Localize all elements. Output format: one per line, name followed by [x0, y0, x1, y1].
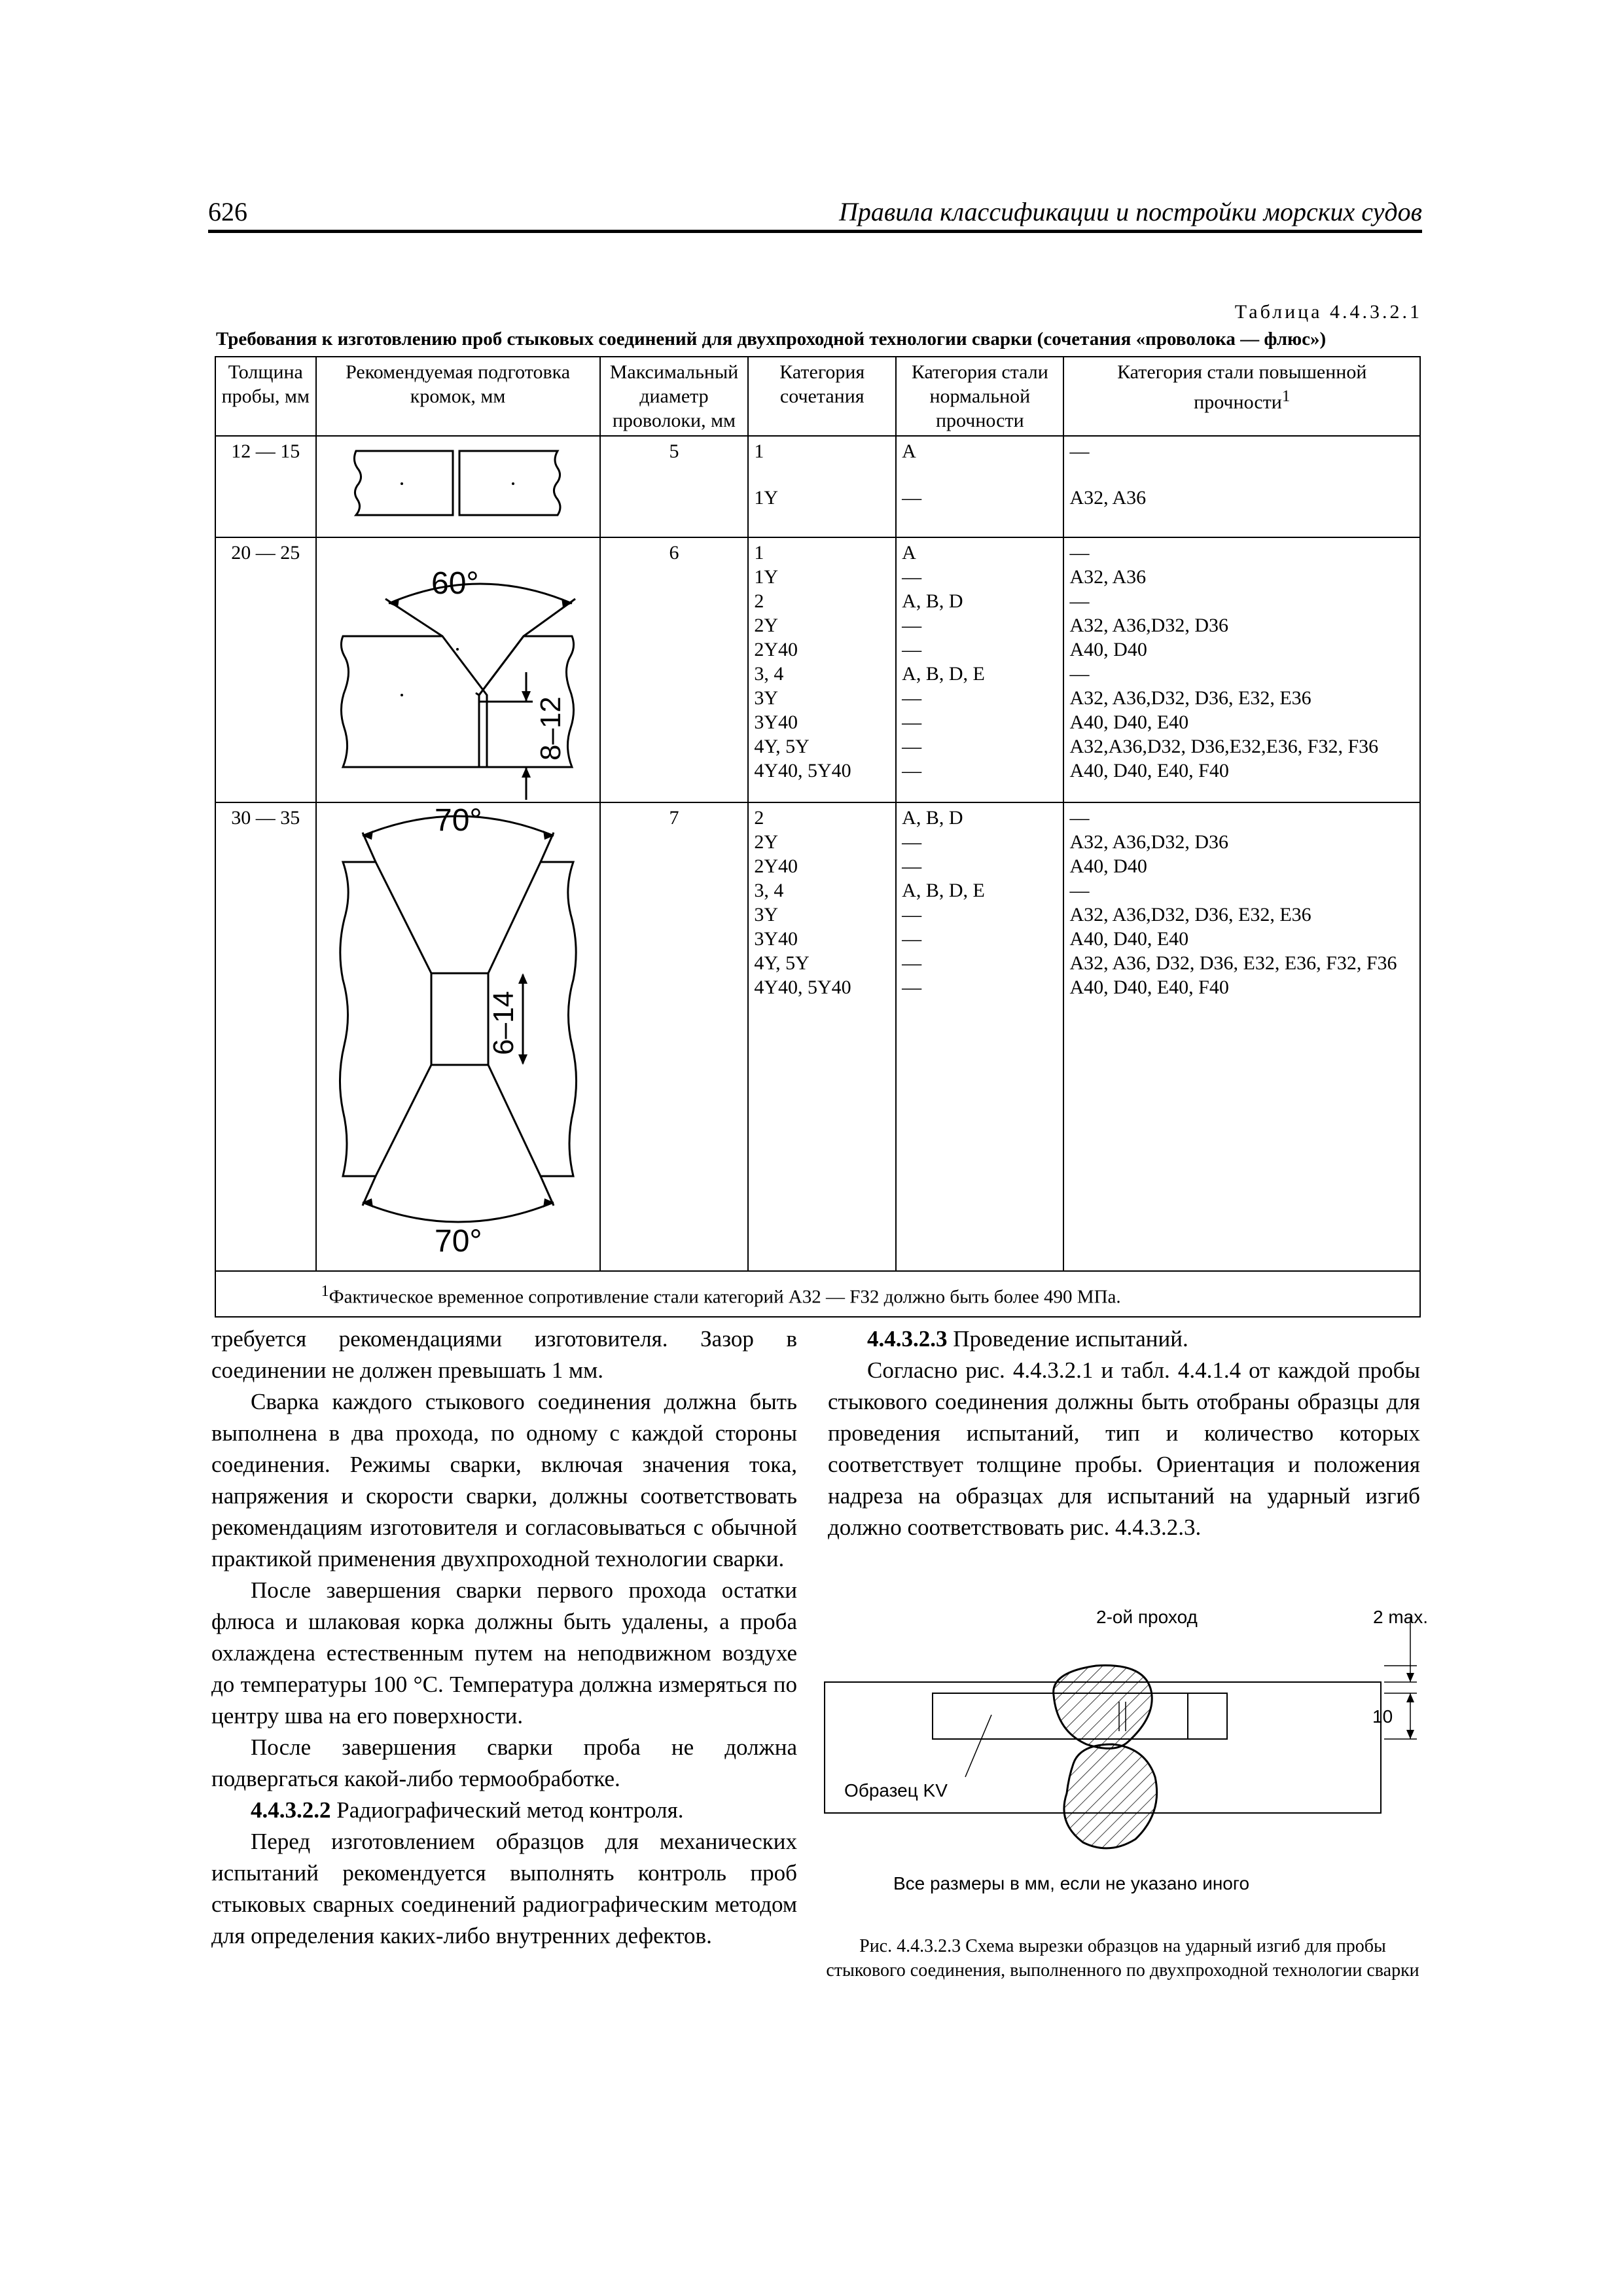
cell-combination: 1 1Y 2 2Y 2Y40 3, 4 3Y 3Y40 4Y, 5Y 4Y40, 5Y40	[748, 537, 896, 802]
section-heading: 4.4.3.2.2 Радиографический метод контроля.	[251, 1797, 684, 1823]
second-pass-label: 2-ой проход	[1096, 1607, 1198, 1627]
square-butt-drawing	[317, 437, 599, 531]
cell-diameter: 5	[600, 436, 749, 537]
max-label: 2 max.	[1373, 1607, 1429, 1627]
angle-label: 60°	[431, 566, 479, 601]
cell-combination: 2 2Y 2Y40 3, 4 3Y 3Y40 4Y, 5Y 4Y40, 5Y40	[748, 802, 896, 1271]
header-wire-diameter: Максимальный диаметр проволоки, мм	[600, 357, 749, 436]
dimension-label: 8–12	[534, 696, 567, 761]
page-number: 626	[208, 197, 247, 226]
cell-combination: 1 1Y	[748, 436, 896, 537]
specimen-cutting-diagram	[821, 1597, 1429, 1924]
cell-diameter: 7	[600, 802, 749, 1271]
cell-edge-drawing	[316, 436, 600, 537]
figure-caption: Рис. 4.4.3.2.3 Схема вырезки образцов на ударный изгиб для пробы стыкового соединения, выполненного по двухпроходной технологии сварки	[826, 1936, 1419, 1981]
x-groove-drawing	[317, 803, 599, 1265]
specimen-label: Образец KV	[844, 1780, 948, 1801]
header-normal-steel: Категория стали нормальной прочности	[896, 357, 1063, 436]
right-column	[828, 1323, 1420, 1543]
figure-note: Все размеры в мм, если не указано иного	[893, 1873, 1250, 1893]
cell-diameter: 6	[600, 537, 749, 802]
header-edge-prep: Рекомендуемая подготовка кромок, мм	[316, 357, 600, 436]
paragraph: Перед изготовлением образцов для механических испытаний рекомендуется выполнять контроль проб стыковых сварных соединений радиографическим методом для определения каких-либо внутренних дефектов.	[211, 1829, 797, 1948]
v-groove-drawing	[317, 538, 599, 796]
section-heading: 4.4.3.2.3 Проведение испытаний.	[867, 1326, 1188, 1352]
header-thickness: Толщина пробы, мм	[215, 357, 316, 436]
header-combination: Категория сочетания	[748, 357, 896, 436]
left-column	[211, 1323, 797, 1952]
table-footnote-row	[215, 1271, 1420, 1317]
cell-thickness: 12 — 15	[215, 436, 316, 537]
table-title: Требования к изготовлению проб стыковых соединений для двухпроходной технологии сварки (сочетания «проволока — флюс»)	[216, 329, 1327, 350]
paragraph: Согласно рис. 4.4.3.2.1 и табл. 4.4.1.4 от каждой пробы стыкового соединения должны быть отобраны образцы для проведения испытаний, тип и количество которых соответствует толщине пробы. Ориентация и положения надреза на образцах для испытаний на ударный изгиб должно соответствовать рис. 4.4.3.2.3.	[828, 1357, 1420, 1540]
cell-high: — A32, A36,D32, D36 A40, D40 — A32, A36,D32, D36, E32, E36 A40, D40, E40 A32, A36, D32, D36, E32, E36, F32, F36 A40, D40, E40, F40	[1063, 802, 1420, 1271]
table-row	[215, 537, 1420, 802]
header-rule	[208, 230, 1422, 233]
cell-thickness: 20 — 25	[215, 537, 316, 802]
paragraph: После завершения сварки первого прохода остатки флюса и шлаковая корка должны быть удалены, а проба охлаждена естественным путем на неподвижном воздухе до температуры 100 °С. Температура должна измеряться по центру шва на его поверхности.	[211, 1577, 797, 1729]
cell-normal: A — A, B, D — — A, B, D, E — — — —	[896, 537, 1063, 802]
cell-normal: A —	[896, 436, 1063, 537]
angle-bottom-label: 70°	[434, 1224, 482, 1259]
requirements-table	[215, 356, 1421, 1318]
table-row	[215, 436, 1420, 537]
paragraph: После завершения сварки проба не должна подвергаться какой-либо термообработке.	[211, 1734, 797, 1791]
table-header-row	[215, 357, 1420, 436]
running-title: Правила классификации и постройки морских судов	[838, 197, 1422, 226]
paragraph: Сварка каждого стыкового соединения должна быть выполнена в два прохода, по одному с каждой стороны соединения. Режимы сварки, включая значения тока, напряжения и скорости сварки, должны соответствовать рекомендациям изготовителя и согласовываться с обычной практикой применения двухпроходной технологии сварки.	[211, 1389, 797, 1571]
dimension-label: 6–14	[487, 991, 520, 1055]
cell-high: — A32, A36 — A32, A36,D32, D36 A40, D40 — A32, A36,D32, D36, E32, E36 A40, D40, E40 A32,A36,D32, D36,E32,E36, F32, F36 A40, D40, E40, F40	[1063, 537, 1420, 802]
paragraph: требуется рекомендациями изготовителя. Зазор в соединении не должен превышать 1 мм.	[211, 1326, 797, 1383]
cell-thickness: 30 — 35	[215, 802, 316, 1271]
cell-high: — A32, A36	[1063, 436, 1420, 537]
table-row	[215, 802, 1420, 1271]
dimension-10-label: 10	[1372, 1706, 1393, 1727]
cell-edge-drawing	[316, 537, 600, 802]
table-label: Таблица 4.4.3.2.1	[1234, 301, 1422, 323]
cell-normal: A, B, D — — A, B, D, E — — — —	[896, 802, 1063, 1271]
cell-edge-drawing	[316, 802, 600, 1271]
table-footnote: $^1$Фактическое временное сопротивление стали категорий A32 — F32 должно быть более 490 МПа.	[316, 1271, 1420, 1317]
header-high-steel: Категория стали повышенной прочности$^1$	[1063, 357, 1420, 436]
angle-top-label: 70°	[434, 803, 482, 838]
